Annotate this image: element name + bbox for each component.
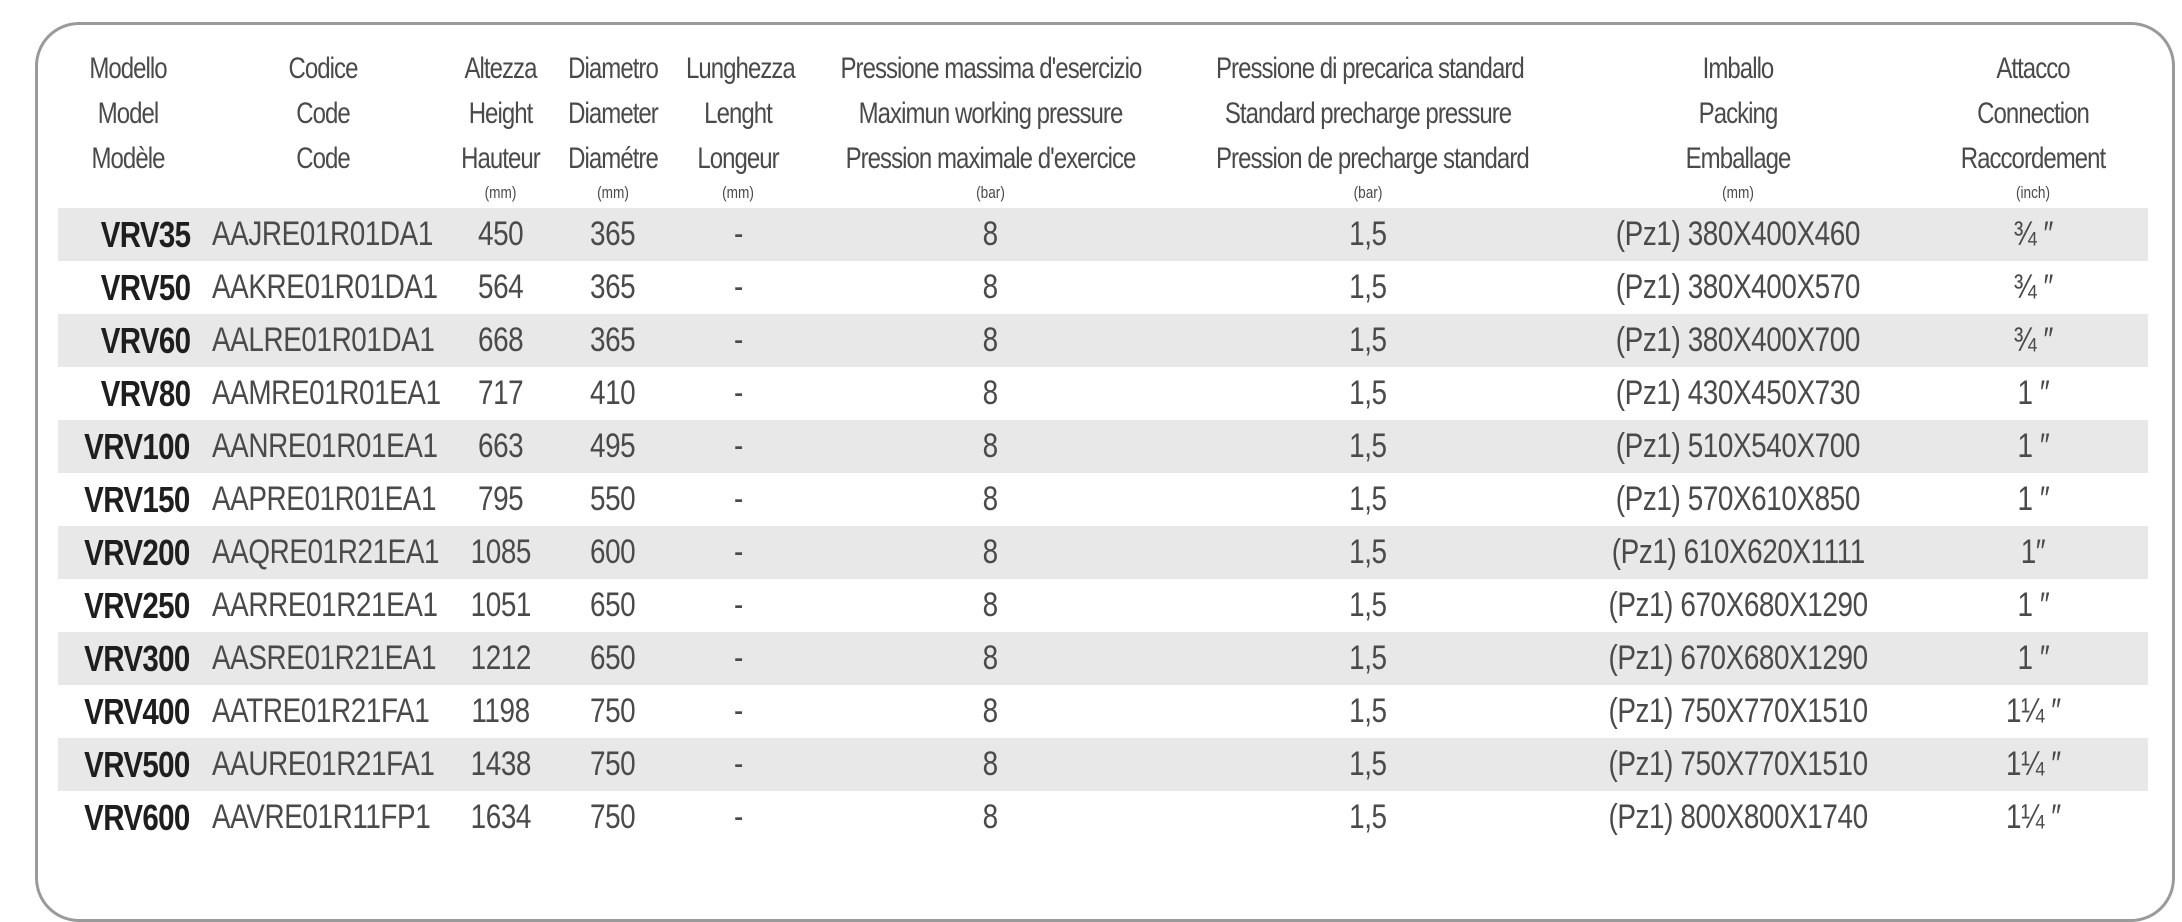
cell-precharge: 1,5 xyxy=(1178,632,1558,685)
header-packing: Imballo Packing Emballage (mm) xyxy=(1558,46,1918,208)
cell-precharge: 1,5 xyxy=(1178,526,1558,579)
cell-max-pressure: 8 xyxy=(982,586,999,624)
cell-length: - xyxy=(733,586,743,624)
cell-code: AALRE01R01DA1 xyxy=(198,314,448,367)
header-unit: (mm) xyxy=(722,183,754,202)
cell-max-pressure: 8 xyxy=(982,798,999,836)
cell-height: 1438 xyxy=(448,738,553,791)
table-row xyxy=(58,314,2148,367)
cell-code: AAURE01R21FA1 xyxy=(198,738,448,791)
cell-length: - xyxy=(673,738,803,791)
cell-max-pressure: 8 xyxy=(982,692,999,730)
cell-model: VRV80 xyxy=(100,372,190,414)
cell-height: 717 xyxy=(477,374,524,412)
cell-max-pressure: 8 xyxy=(803,632,1178,685)
cell-max-pressure: 8 xyxy=(803,314,1178,367)
table-row xyxy=(58,473,2148,526)
cell-max-pressure: 8 xyxy=(982,374,999,412)
cell-code: AANRE01R01EA1 xyxy=(198,420,448,473)
cell-max-pressure: 8 xyxy=(803,738,1178,791)
cell-length: - xyxy=(733,692,743,730)
cell-model: VRV150 xyxy=(84,478,190,520)
cell-code: AAPRE01R01EA1 xyxy=(212,480,437,518)
cell-max-pressure: 8 xyxy=(803,420,1178,473)
cell-max-pressure: 8 xyxy=(803,208,1178,261)
cell-connection: 1¼ ″ xyxy=(1918,738,2148,791)
cell-model: VRV200 xyxy=(58,526,198,579)
cell-length: - xyxy=(673,526,803,579)
header-unit: (bar) xyxy=(1353,183,1383,202)
cell-max-pressure: 8 xyxy=(803,526,1178,579)
table-row xyxy=(58,420,2148,473)
table-row xyxy=(58,208,2148,261)
cell-connection: ¾ ″ xyxy=(2013,268,2053,306)
cell-model: VRV250 xyxy=(84,584,190,626)
cell-packing: (Pz1) 800X800X1740 xyxy=(1608,798,1868,836)
cell-packing: (Pz1) 570X610X850 xyxy=(1615,480,1861,518)
cell-diameter: 365 xyxy=(553,208,673,261)
header-length: Lunghezza Lenght Longeur (mm) xyxy=(686,52,795,202)
cell-diameter: 550 xyxy=(590,480,636,518)
cell-diameter: 750 xyxy=(553,738,673,791)
cell-packing: (Pz1) 670X680X1290 xyxy=(1558,632,1918,685)
cell-code: AAQRE01R21EA1 xyxy=(198,526,448,579)
cell-height: 1051 xyxy=(470,586,531,624)
cell-precharge: 1,5 xyxy=(1178,314,1558,367)
cell-diameter: 495 xyxy=(553,420,673,473)
cell-diameter: 750 xyxy=(590,692,636,730)
header-unit: (bar) xyxy=(976,183,1005,202)
cell-model: VRV60 xyxy=(58,314,198,367)
cell-precharge: 1,5 xyxy=(1178,420,1558,473)
cell-model: VRV100 xyxy=(58,420,198,473)
header-unit: (mm) xyxy=(1722,183,1754,202)
cell-max-pressure: 8 xyxy=(982,480,999,518)
cell-length: - xyxy=(733,798,743,836)
cell-length: - xyxy=(673,314,803,367)
cell-connection: 1¼ ″ xyxy=(2005,798,2061,836)
cell-height: 1212 xyxy=(448,632,553,685)
header-connection: Attacco Connection Raccordement (inch) xyxy=(1918,46,2148,208)
table-row xyxy=(58,261,2148,314)
cell-connection: 1 ″ xyxy=(2017,374,2049,412)
header-unit: (mm) xyxy=(597,183,629,202)
cell-connection: 1¼ ″ xyxy=(2005,692,2061,730)
cell-height: 795 xyxy=(477,480,524,518)
table-row xyxy=(58,367,2148,420)
cell-length: - xyxy=(673,208,803,261)
header-precharge: Pressione di precarica standard Standard precharge pressure Pression de precharge standard (bar) xyxy=(1216,52,1529,202)
cell-code: AAKRE01R01DA1 xyxy=(212,268,438,306)
header-height: Altezza Height Hauteur (mm) xyxy=(448,46,553,208)
cell-model: VRV50 xyxy=(100,266,190,308)
cell-diameter: 365 xyxy=(553,314,673,367)
cell-packing: (Pz1) 670X680X1290 xyxy=(1608,586,1868,624)
cell-diameter: 750 xyxy=(590,798,636,836)
cell-code: AASRE01R21EA1 xyxy=(198,632,448,685)
cell-model: VRV35 xyxy=(58,208,198,261)
cell-connection: ¾ ″ xyxy=(1918,208,2148,261)
cell-diameter: 650 xyxy=(590,586,636,624)
cell-connection: 1 ″ xyxy=(1918,632,2148,685)
cell-connection: 1″ xyxy=(1918,526,2148,579)
cell-height: 1198 xyxy=(471,692,530,730)
header-unit: (inch) xyxy=(2015,183,2050,202)
header-diameter: Diametro Diameter Diamétre (mm) xyxy=(553,46,673,208)
table-row xyxy=(58,738,2148,791)
table-row xyxy=(58,685,2148,738)
cell-packing: (Pz1) 510X540X700 xyxy=(1558,420,1918,473)
cell-diameter: 600 xyxy=(553,526,673,579)
cell-packing: (Pz1) 380X400X700 xyxy=(1558,314,1918,367)
cell-height: 668 xyxy=(448,314,553,367)
cell-code: AAMRE01R01EA1 xyxy=(212,374,441,412)
cell-height: 663 xyxy=(448,420,553,473)
cell-length: - xyxy=(733,374,743,412)
cell-height: 1085 xyxy=(448,526,553,579)
cell-packing: (Pz1) 750X770X1510 xyxy=(1558,738,1918,791)
header-max-pressure: Pressione massima d'esercizio Maximun working pressure Pression maximale d'exercice (bar) xyxy=(840,52,1142,202)
header-code: Codice Code Code xyxy=(288,52,358,175)
cell-packing: (Pz1) 750X770X1510 xyxy=(1608,692,1868,730)
cell-precharge: 1,5 xyxy=(1349,268,1387,306)
table-row xyxy=(58,526,2148,579)
cell-model: VRV500 xyxy=(58,738,198,791)
cell-height: 564 xyxy=(477,268,524,306)
cell-precharge: 1,5 xyxy=(1349,480,1387,518)
cell-diameter: 365 xyxy=(590,268,636,306)
cell-precharge: 1,5 xyxy=(1349,692,1387,730)
cell-connection: 1 ″ xyxy=(1918,420,2148,473)
spec-table xyxy=(58,46,2148,844)
cell-code: AARRE01R21EA1 xyxy=(212,586,438,624)
cell-length: - xyxy=(733,480,743,518)
cell-code: AATRE01R21FA1 xyxy=(212,692,430,730)
cell-model: VRV300 xyxy=(58,632,198,685)
cell-packing: (Pz1) 610X620X1111 xyxy=(1558,526,1918,579)
table-body xyxy=(58,208,2148,844)
cell-packing: (Pz1) 380X400X460 xyxy=(1558,208,1918,261)
cell-diameter: 650 xyxy=(553,632,673,685)
cell-diameter: 410 xyxy=(590,374,636,412)
cell-connection: ¾ ″ xyxy=(1918,314,2148,367)
table-row xyxy=(58,579,2148,632)
cell-precharge: 1,5 xyxy=(1178,738,1558,791)
cell-precharge: 1,5 xyxy=(1178,208,1558,261)
cell-height: 450 xyxy=(448,208,553,261)
cell-connection: 1 ″ xyxy=(2017,480,2049,518)
cell-precharge: 1,5 xyxy=(1349,798,1387,836)
cell-packing: (Pz1) 430X450X730 xyxy=(1615,374,1861,412)
cell-precharge: 1,5 xyxy=(1349,374,1387,412)
cell-height: 1634 xyxy=(470,798,531,836)
header-row xyxy=(58,46,2148,208)
cell-packing: (Pz1) 380X400X570 xyxy=(1615,268,1861,306)
header-unit: (mm) xyxy=(484,183,517,202)
cell-length: - xyxy=(673,420,803,473)
table-row xyxy=(58,632,2148,685)
cell-connection: 1 ″ xyxy=(2017,586,2049,624)
cell-length: - xyxy=(733,268,743,306)
cell-model: VRV400 xyxy=(84,690,190,732)
cell-code: AAJRE01R01DA1 xyxy=(198,208,448,261)
cell-model: VRV600 xyxy=(84,796,190,838)
header-model: Modello Model Modèle xyxy=(89,52,167,175)
cell-max-pressure: 8 xyxy=(982,268,999,306)
cell-code: AAVRE01R11FP1 xyxy=(212,798,431,836)
cell-length: - xyxy=(673,632,803,685)
cell-precharge: 1,5 xyxy=(1349,586,1387,624)
table-row xyxy=(58,791,2148,844)
